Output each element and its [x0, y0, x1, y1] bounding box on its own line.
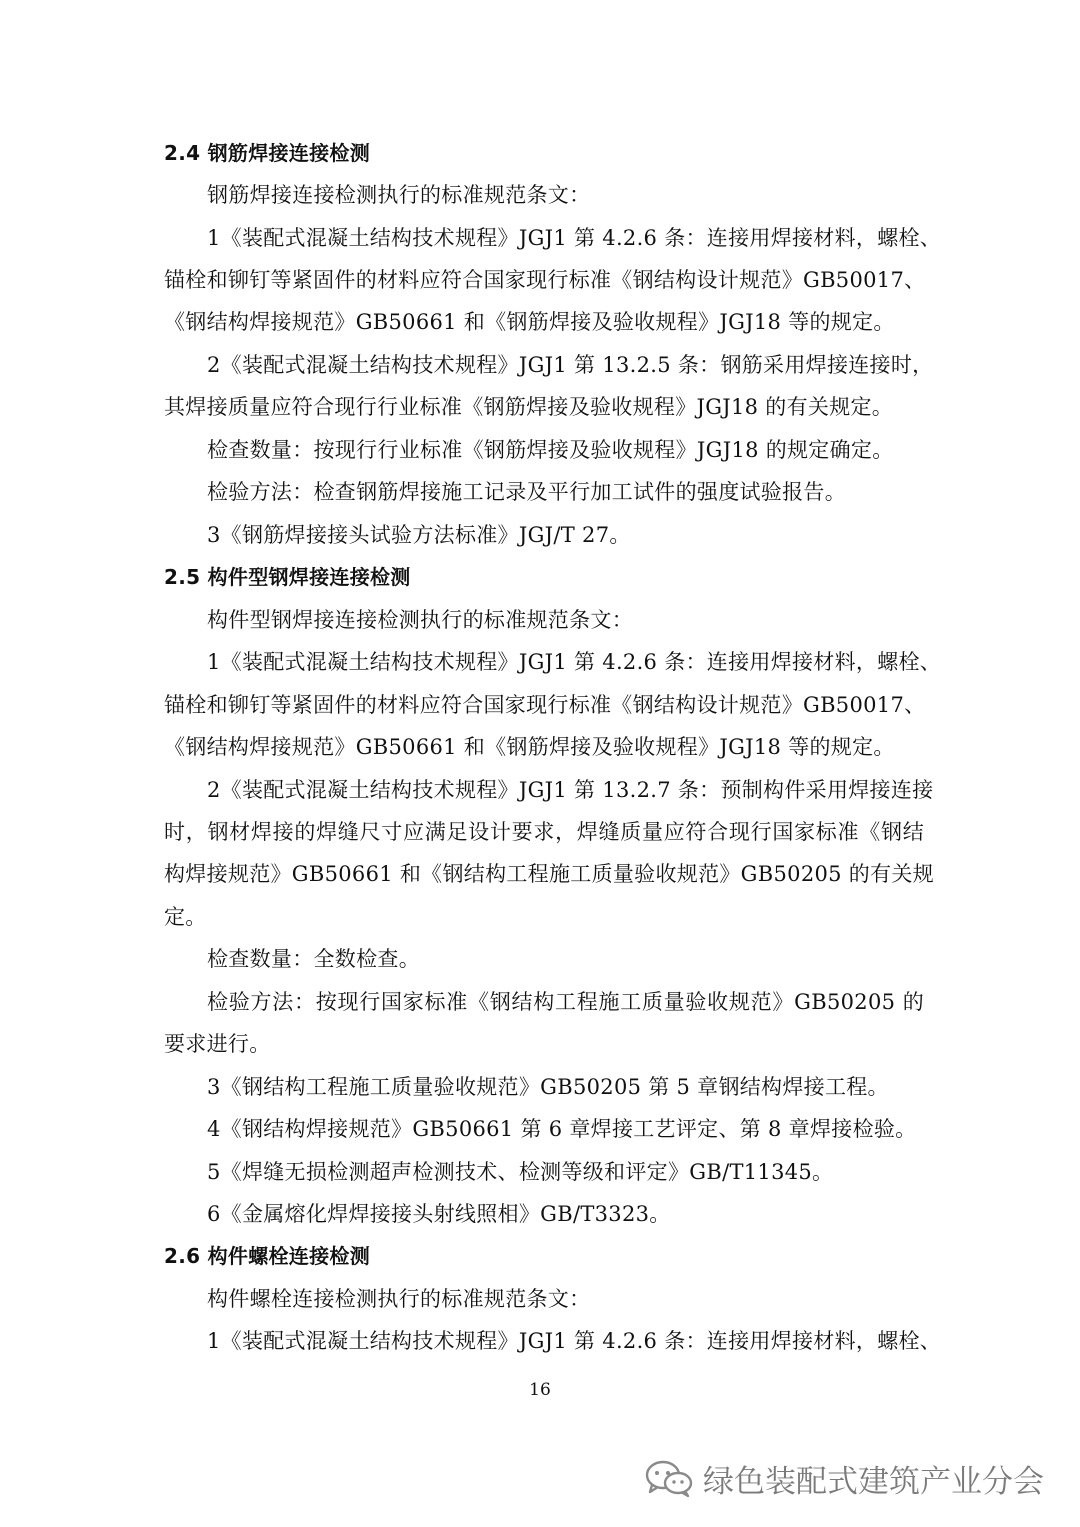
paragraph-line: 其焊接质量应符合现行行业标准《钢筋焊接及验收规程》JGJ18 的有关规定。: [164, 395, 894, 419]
section-2-6-intro: 构件螺栓连接检测执行的标准规范条文：: [207, 1287, 591, 1311]
page-number: 16: [529, 1380, 551, 1400]
section-2-5-heading: 2.5 构件型钢焊接连接检测: [164, 565, 411, 589]
wechat-icon: [643, 1458, 695, 1498]
paragraph-line: 2《装配式混凝土结构技术规程》JGJ1 第 13.2.7 条：预制构件采用焊接连接: [207, 778, 934, 802]
paragraph-line: 《钢结构焊接规范》GB50661 和《钢筋焊接及验收规程》JGJ18 等的规定。: [164, 735, 895, 759]
paragraph-line: 锚栓和铆钉等紧固件的材料应符合国家现行标准《钢结构设计规范》GB50017、: [164, 693, 926, 717]
section-2-4-intro: 钢筋焊接连接检测执行的标准规范条文：: [207, 183, 591, 207]
paragraph-line: 检查数量：按现行行业标准《钢筋焊接及验收规程》JGJ18 的规定确定。: [207, 438, 894, 462]
paragraph-line: 2《装配式混凝土结构技术规程》JGJ1 第 13.2.5 条：钢筋采用焊接连接时，: [207, 353, 934, 377]
paragraph-line: 3《钢筋焊接接头试验方法标准》JGJ/T 27。: [207, 523, 631, 547]
paragraph-line: 检查数量：全数检查。: [207, 947, 420, 971]
section-2-6-heading: 2.6 构件螺栓连接检测: [164, 1244, 370, 1268]
paragraph-line: 4《钢结构焊接规范》GB50661 第 6 章焊接工艺评定、第 8 章焊接检验。: [207, 1117, 917, 1141]
paragraph-line: 时，钢材焊接的焊缝尺寸应满足设计要求，焊缝质量应符合现行国家标准《钢结: [164, 820, 924, 844]
section-2-4-heading: 2.4 钢筋焊接连接检测: [164, 141, 370, 165]
paragraph-line: 要求进行。: [164, 1032, 271, 1056]
section-2-5-intro: 构件型钢焊接连接检测执行的标准规范条文：: [207, 608, 633, 632]
paragraph-line: 1《装配式混凝土结构技术规程》JGJ1 第 4.2.6 条：连接用焊接材料，螺栓、: [207, 226, 942, 250]
watermark-text: 绿色装配式建筑产业分会: [703, 1463, 1044, 1500]
paragraph-line: 1《装配式混凝土结构技术规程》JGJ1 第 4.2.6 条：连接用焊接材料，螺栓、: [207, 650, 942, 674]
paragraph-line: 6《金属熔化焊焊接接头射线照相》GB/T3323。: [207, 1202, 671, 1226]
watermark: [643, 1452, 1044, 1504]
paragraph-line: 检验方法：按现行国家标准《钢结构工程施工质量验收规范》GB50205 的: [207, 990, 924, 1014]
paragraph-line: 3《钢结构工程施工质量验收规范》GB50205 第 5 章钢结构焊接工程。: [207, 1075, 889, 1099]
paragraph-line: 锚栓和铆钉等紧固件的材料应符合国家现行标准《钢结构设计规范》GB50017、: [164, 268, 926, 292]
paragraph-line: 5《焊缝无损检测超声检测技术、检测等级和评定》GB/T11345。: [207, 1160, 834, 1184]
paragraph-line: 构焊接规范》GB50661 和《钢结构工程施工质量验收规范》GB50205 的有关规: [164, 862, 934, 886]
paragraph-line: 1《装配式混凝土结构技术规程》JGJ1 第 4.2.6 条：连接用焊接材料，螺栓、: [207, 1329, 942, 1353]
paragraph-line: 检验方法：检查钢筋焊接施工记录及平行加工试件的强度试验报告。: [207, 480, 846, 504]
paragraph-line: 定。: [164, 905, 207, 929]
paragraph-line: 《钢结构焊接规范》GB50661 和《钢筋焊接及验收规程》JGJ18 等的规定。: [164, 310, 895, 334]
